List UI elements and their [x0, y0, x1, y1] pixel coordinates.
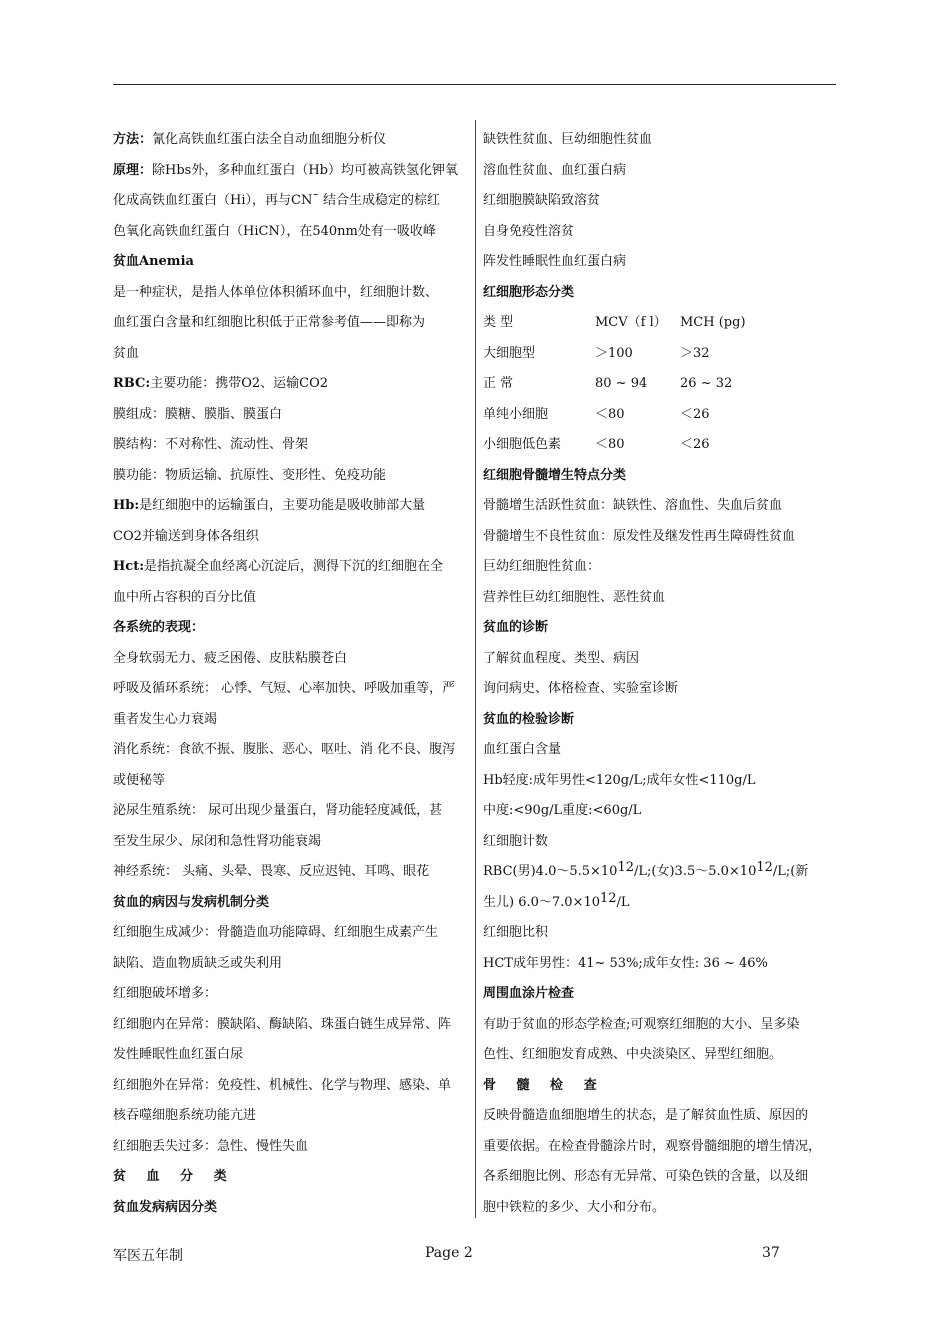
table-cell: ＜80 [595, 437, 625, 452]
line-text: CO2并输送到身体各组织 [113, 528, 259, 544]
line-text: 色氧化高铁血红蛋白（HiCN），在540nm处有一吸收峰 [113, 223, 436, 239]
table-row [483, 400, 843, 431]
line-text: 色性、红细胞发育成熟、中央淡染区、异型红细胞。 [483, 1047, 783, 1062]
line-text: 或便秘等 [113, 772, 166, 788]
line-text: 阵发性睡眠性血红蛋白病 [483, 254, 627, 269]
text-line [483, 247, 843, 278]
text-line [113, 156, 470, 187]
section-heading: 红细胞骨髓增生特点分类 [483, 467, 627, 483]
line-text: 重要依据。在检查骨髓涂片时，观察骨髓细胞的增生情况， [483, 1138, 822, 1154]
table-cell: 大细胞型 [483, 345, 536, 361]
line-text: 缺铁性贫血、巨幼细胞性贫血 [483, 132, 653, 147]
line-text: 反映骨髓造血细胞增生的状态，是了解贫血性质、原因的 [483, 1108, 809, 1123]
text-line [113, 583, 470, 614]
text-line [113, 369, 470, 400]
text-line [113, 430, 470, 461]
line-text: 化成高铁血红蛋白（Hi），再与CN¯ 结合生成稳定的棕红 [113, 193, 440, 208]
table-cell: ＜26 [680, 406, 710, 422]
text-line [483, 491, 843, 522]
text-line [483, 735, 843, 766]
text-line [483, 1040, 843, 1071]
line-text: 膜结构：不对称性、流动性、骨架 [113, 437, 309, 452]
text-segment: /L;(新 [772, 864, 809, 879]
table-cell: ＜80 [595, 406, 625, 422]
text-line [483, 766, 843, 797]
text-line [483, 125, 843, 156]
text-line [483, 583, 843, 614]
table-row [483, 430, 843, 461]
exponent: 12 [617, 860, 635, 875]
term-label: 方法： [113, 132, 153, 147]
line-text: 全身软弱无力、疲乏困倦、皮肤粘膜苍白 [113, 650, 348, 666]
text-line [113, 949, 470, 980]
line-text: 贫血 [113, 345, 140, 361]
line-text: 自身免疫性溶贫 [483, 223, 575, 239]
line-text: 缺陷、造血物质缺乏或失利用 [113, 955, 283, 971]
line-text: 发性睡眠性血红蛋白尿 [113, 1047, 244, 1062]
line-text: 红细胞内在异常：膜缺陷、酶缺陷、珠蛋白链生成异常、阵 [113, 1016, 452, 1032]
line-text: 核吞噬细胞系统功能亢进 [113, 1108, 257, 1123]
text-line [113, 796, 470, 827]
text-segment: /L;(女)3.5～5.0×10 [634, 864, 757, 879]
line-text: 红细胞比积 [483, 925, 549, 940]
text-line [113, 522, 470, 553]
column-divider [475, 120, 476, 1218]
line-text: 有助于贫血的形态学检查;可观察红细胞的大小、呈多染 [483, 1016, 800, 1032]
line-text: 呼吸及循环系统： 心悸、气短、心率加快、呼吸加重等，严 [113, 681, 456, 696]
line-text: 溶血性贫血、血红蛋白病 [483, 162, 627, 178]
header-rule [113, 84, 836, 85]
footer-left: 军医五年制 [113, 1248, 183, 1264]
line-text: 神经系统： 头痛、头晕、畏寒、反应迟钝、耳鸣、眼花 [113, 864, 430, 879]
text-line [483, 949, 843, 980]
text-line [113, 125, 470, 156]
line-text: HCT成年男性：41~ 53%;成年女性: 36 ~ 46% [483, 955, 768, 971]
line-text: 血红蛋白含量 [483, 742, 562, 757]
section-heading: 红细胞形态分类 [483, 284, 575, 300]
line-text: 重者发生心力衰竭 [113, 711, 218, 727]
line-text: 是指抗凝全血经离心沉淀后，测得下沉的红细胞在全 [144, 559, 444, 574]
text-line [483, 918, 843, 949]
text-segment: /L [616, 894, 630, 910]
line-text: 红细胞生成减少：骨髓造血功能障碍、红细胞生成素产生 [113, 925, 439, 940]
text-line [483, 857, 843, 888]
text-line [113, 827, 470, 858]
line-text: 胞中铁粒的多少、大小和分布。 [483, 1199, 666, 1215]
text-line [113, 644, 470, 675]
table-row [483, 339, 843, 370]
section-heading: 周围血涂片检查 [483, 986, 575, 1001]
line-text: 营养性巨幼红细胞性、恶性贫血 [483, 589, 666, 605]
line-text: 询问病史、体格检查、实验室诊断 [483, 681, 679, 696]
text-line [113, 1071, 470, 1102]
line-text: 红细胞外在异常：免疫性、机械性、化学与物理、感染、单 [113, 1077, 452, 1093]
table-cell: 80 ~ 94 [595, 376, 648, 391]
table-row [483, 308, 843, 339]
line-text: 巨幼红细胞性贫血： [483, 559, 601, 574]
term-label: 原理： [113, 162, 153, 178]
text-line [113, 217, 470, 248]
line-text: 膜组成：膜糖、膜脂、膜蛋白 [113, 406, 283, 422]
text-line [113, 918, 470, 949]
text-line [483, 186, 843, 217]
text-segment: RBC(男)4.0～5.5×10 [483, 864, 618, 879]
table-cell: ＞32 [680, 345, 710, 361]
text-line [483, 888, 843, 919]
text-line [113, 339, 470, 370]
left-column [113, 125, 470, 1223]
text-line [113, 1101, 470, 1132]
text-line [483, 1132, 843, 1163]
text-line [483, 552, 843, 583]
term-label: RBC: [113, 376, 151, 391]
text-line [483, 1010, 843, 1041]
text-line [483, 827, 843, 858]
section-heading: 贫血的检验诊断 [483, 711, 575, 727]
section-heading: 贫血发病病因分类 [113, 1199, 218, 1215]
line-text: 是红细胞中的运输蛋白，主要功能是吸收肺部大量 [139, 498, 426, 513]
text-line [483, 796, 843, 827]
text-line [113, 766, 470, 797]
line-text: 骨髓增生活跃性贫血：缺铁性、溶血性、失血后贫血 [483, 498, 783, 513]
text-line [113, 186, 470, 217]
text-line [483, 1101, 843, 1132]
text-line [113, 979, 470, 1010]
line-text: 膜功能：物质运输、抗原性、变形性、免疫功能 [113, 467, 387, 483]
section-heading: 各系统的表现： [113, 620, 205, 635]
term-label: Hb: [113, 498, 140, 513]
text-line [483, 1193, 843, 1224]
footer-number: 37 [762, 1245, 780, 1261]
line-text: 氰化高铁血红蛋白法全自动血细胞分析仪 [152, 132, 387, 147]
text-line [483, 1162, 843, 1193]
line-text: 血中所占容积的百分比值 [113, 589, 257, 605]
text-line [113, 308, 470, 339]
line-text: 是一种症状，是指人体单位体积循环血中，红细胞计数、 [113, 284, 439, 300]
text-line [113, 552, 470, 583]
text-line [483, 644, 843, 675]
table-cell: ＜26 [680, 437, 710, 452]
line-text: 泌尿生殖系统： 尿可出现少量蛋白，肾功能轻度减低，甚 [113, 803, 443, 818]
text-line [113, 1010, 470, 1041]
text-line [113, 1040, 470, 1071]
table-cell: 单纯小细胞 [483, 406, 549, 422]
text-line [113, 461, 470, 492]
table-cell: MCV（f l） [595, 315, 667, 330]
line-text: 除Hbs外，多种血红蛋白（Hb）均可被高铁氢化钾氧 [152, 162, 459, 178]
table-cell: MCH (pg) [680, 315, 746, 330]
text-line [483, 522, 843, 553]
text-line [113, 735, 470, 766]
text-line [113, 857, 470, 888]
line-text: 红细胞膜缺陷致溶贫 [483, 193, 601, 208]
line-text: 至发生尿少、尿闭和急性肾功能衰竭 [113, 833, 322, 849]
exponent: 12 [600, 890, 617, 906]
section-heading: 贫 血 分 类 [113, 1169, 235, 1184]
section-heading: 贫血的诊断 [483, 620, 549, 635]
text-segment: 生儿) 6.0～7.0×10 [483, 894, 600, 910]
line-text: 了解贫血程度、类型、病因 [483, 650, 640, 666]
text-line [113, 1132, 470, 1163]
section-heading: 骨 髓 检 查 [483, 1077, 605, 1093]
text-line [113, 705, 470, 736]
line-text: 血红蛋白含量和红细胞比积低于正常参考值——即称为 [113, 315, 426, 330]
section-heading: 贫血的病因与发病机制分类 [113, 894, 270, 910]
line-text: 骨髓增生不良性贫血：原发性及继发性再生障碍性贫血 [483, 528, 796, 544]
text-line [113, 278, 470, 309]
text-line [483, 217, 843, 248]
footer-page: Page 2 [425, 1245, 473, 1261]
right-column [483, 125, 843, 1223]
term-label: Hct: [113, 559, 145, 574]
table-cell: 小细胞低色素 [483, 437, 562, 452]
table-cell: ＞100 [595, 345, 633, 361]
line-text: 中度:<90g/L重度:<60g/L [483, 803, 642, 818]
table-row [483, 369, 843, 400]
exponent: 12 [756, 860, 773, 875]
text-line [483, 156, 843, 187]
line-text: 各系细胞比例、形态有无异常、可染色铁的含量，以及细 [483, 1169, 809, 1184]
table-cell: 正 常 [483, 376, 514, 391]
table-cell: 26 ~ 32 [680, 376, 733, 391]
line-text: 红细胞计数 [483, 833, 549, 849]
table-cell: 类 型 [483, 315, 514, 330]
text-line [113, 491, 470, 522]
line-text: 主要功能：携带O2、运输CO2 [150, 376, 328, 391]
line-text: Hb轻度:成年男性<120g/L;成年女性<110g/L [483, 772, 756, 788]
line-text: 红细胞丢失过多：急性、慢性失血 [113, 1138, 309, 1154]
line-text: 红细胞破坏增多： [113, 986, 218, 1001]
text-line [113, 674, 470, 705]
text-line [113, 400, 470, 431]
section-heading: 贫血Anemia [113, 254, 194, 269]
text-line [483, 674, 843, 705]
line-text: 消化系统：食欲不振、腹胀、恶心、呕吐、消 化不良、腹泻 [113, 742, 456, 757]
